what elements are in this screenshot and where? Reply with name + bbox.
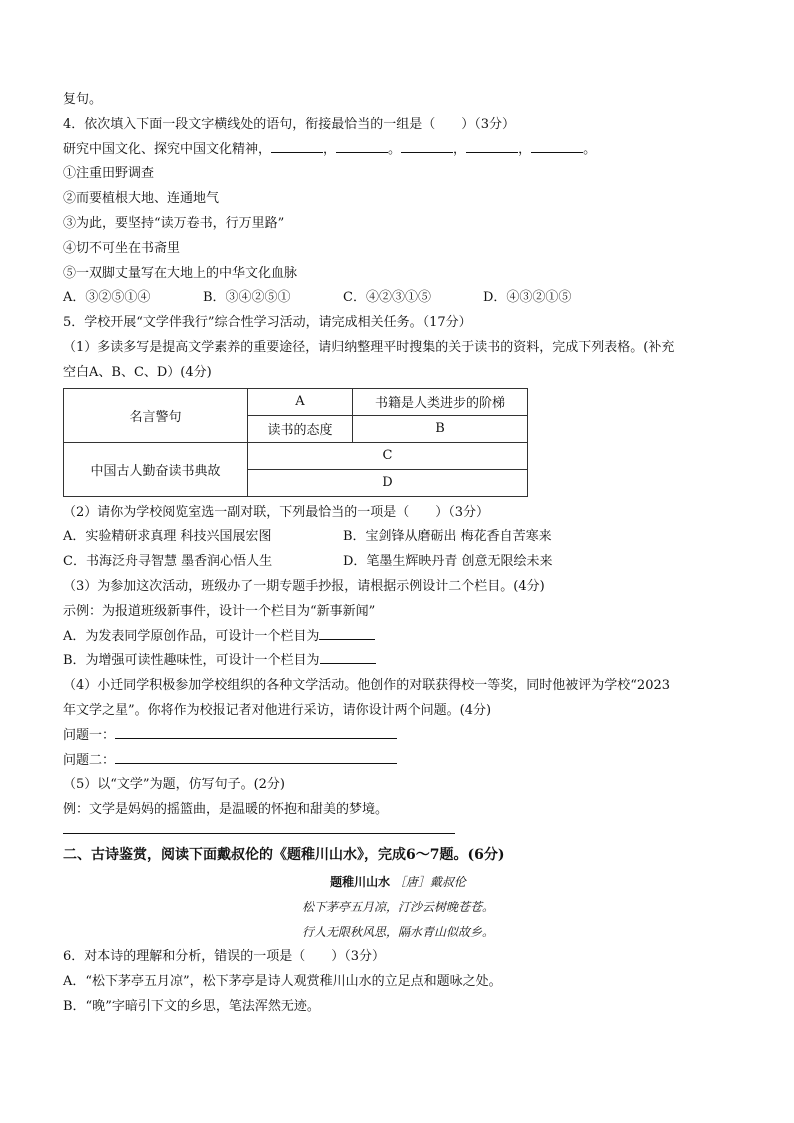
cell-attitude-label: 读书的态度 — [248, 415, 353, 442]
clause-4: ④切不可坐在书斋里 — [63, 240, 181, 256]
clause-2: ②而要植根大地、连通地气 — [63, 191, 220, 207]
answer-blank[interactable] — [115, 749, 397, 764]
prompt-text: A．为发表同学原创作品，可设计一个栏目为 — [63, 628, 320, 644]
cell-quotes-label: 名言警句 — [64, 388, 248, 442]
option-a[interactable]: A．③②⑤①④ — [63, 290, 151, 306]
interview-question-1 — [63, 724, 733, 749]
poem-line-2: 行人无限秋风思，隔水青山似故乡。 — [301, 924, 494, 939]
question-5-5: （5）以“文学”为题，仿写句子。(2分) — [63, 777, 285, 793]
cell-blank-b: B — [353, 415, 528, 442]
clause-5: ⑤一双脚丈量写在大地上的中华文化血脉 — [63, 265, 298, 281]
punct: ， — [518, 141, 532, 157]
blank-line — [466, 138, 518, 153]
answer-blank[interactable] — [115, 724, 397, 739]
answer-blank[interactable] — [320, 649, 376, 664]
clause-3: ③为此，要坚持“读万卷书，行万里路” — [63, 215, 285, 231]
cell-blank-a: A — [248, 388, 353, 415]
clause-1: ①注重田野调查 — [63, 166, 155, 182]
question-5-3-b — [63, 649, 733, 674]
question-5-4: （4）小迁同学积极参加学校组织的各种文学活动。他创作的对联获得校一等奖，同时他被评为学校“2023 — [63, 678, 671, 694]
question-5-3-a — [63, 625, 733, 650]
prompt-text: 问题一： — [63, 727, 116, 743]
cell-story-label: 中国古人勤奋读书典故 — [64, 442, 248, 496]
punct: ， — [323, 141, 337, 157]
stem-text: 研究中国文化、探究中国文化精神， — [63, 141, 272, 157]
exam-page — [63, 88, 733, 1019]
question-6-option-a[interactable]: A．“松下茅亭五月凉”，松下茅亭是诗人观赏稚川山水的立足点和题咏之处。 — [63, 973, 502, 989]
poem-title: 题稚川山水 — [330, 874, 391, 889]
question-5-2-options-ab — [63, 525, 733, 550]
reading-table — [63, 388, 528, 497]
cell-blank-d: D — [248, 469, 528, 496]
poem-heading — [63, 870, 733, 895]
blank-line — [271, 138, 323, 153]
option-a[interactable]: A．实验精研求真理 科技兴国展宏图 — [63, 529, 272, 545]
punct: 。 — [583, 141, 597, 157]
question-6-option-b[interactable]: B．“晚”字暗引下文的乡思，笔法浑然无迹。 — [63, 998, 320, 1014]
question-5-2-options-cd — [63, 550, 733, 575]
prompt-text: B．为增强可读性趣味性，可设计一个栏目为 — [63, 653, 320, 669]
poem-author: ［唐］戴叔伦 — [393, 874, 466, 889]
punct: ， — [453, 141, 467, 157]
option-b[interactable]: B．③④②⑤① — [203, 290, 291, 306]
cell-quote: 书籍是人类进步的阶梯 — [353, 388, 528, 415]
question-5-4-cont: 年文学之星”。你将作为校报记者对他进行采访，请你设计两个问题。(4分) — [63, 702, 492, 718]
question-5-5-example: 例：文学是妈妈的摇篮曲，是温暖的怀抱和甜美的梦境。 — [63, 802, 389, 818]
question-5-1-cont: 空白A、B、C、D）(4分) — [63, 364, 212, 380]
question-5-2: （2）请你为学校阅览室选一副对联，下列最恰当的一项是（ ）（3分） — [63, 504, 490, 520]
text-line: 复句。 — [63, 92, 103, 107]
cell-blank-c: C — [248, 442, 528, 469]
poem-line-1: 松下茅亭五月凉，汀沙云树晚苍苍。 — [301, 899, 494, 914]
option-d[interactable]: D．④③②①⑤ — [483, 290, 572, 306]
question-4: 4．依次填入下面一段文字横线处的语句，衔接最恰当的一组是（ ）（3分） — [63, 116, 516, 132]
answer-blank[interactable] — [319, 625, 375, 640]
blank-line — [336, 138, 388, 153]
question-4-options — [63, 286, 733, 311]
option-c[interactable]: C．④②③①⑤ — [343, 290, 431, 306]
punct: 。 — [388, 141, 402, 157]
blank-line — [401, 138, 453, 153]
answer-blank[interactable] — [63, 833, 455, 834]
option-b[interactable]: B．宝剑锋从磨砺出 梅花香自苦寒来 — [343, 529, 552, 545]
question-5-3-example: 示例：为报道班级新事件，设计一个栏目为“新事新闻” — [63, 603, 376, 619]
question-5-3: （3）为参加这次活动，班级办了一期专题手抄报，请根据示例设计二个栏目。(4分) — [63, 578, 545, 594]
question-5: 5．学校开展“文学伴我行”综合性学习活动，请完成相关任务。（17分） — [63, 315, 472, 331]
question-4-stem — [63, 138, 733, 163]
option-d[interactable]: D．笔墨生辉映丹青 创意无限绘未来 — [343, 554, 553, 570]
question-5-1: （1）多读多写是提高文学素养的重要途径，请归纳整理平时搜集的关于读书的资料，完成下列表格。(补充 — [63, 339, 675, 355]
option-c[interactable]: C．书海泛舟寻智慧 墨香润心悟人生 — [63, 554, 273, 570]
section-2-heading: 二、古诗鉴赏，阅读下面戴叔伦的《题稚川山水》，完成6～7题。(6分) — [63, 846, 505, 863]
interview-question-2 — [63, 749, 733, 774]
blank-line — [531, 138, 583, 153]
prompt-text: 问题二： — [63, 752, 116, 768]
question-6: 6．对本诗的理解和分析，错误的一项是（ ）（3分） — [63, 948, 386, 964]
